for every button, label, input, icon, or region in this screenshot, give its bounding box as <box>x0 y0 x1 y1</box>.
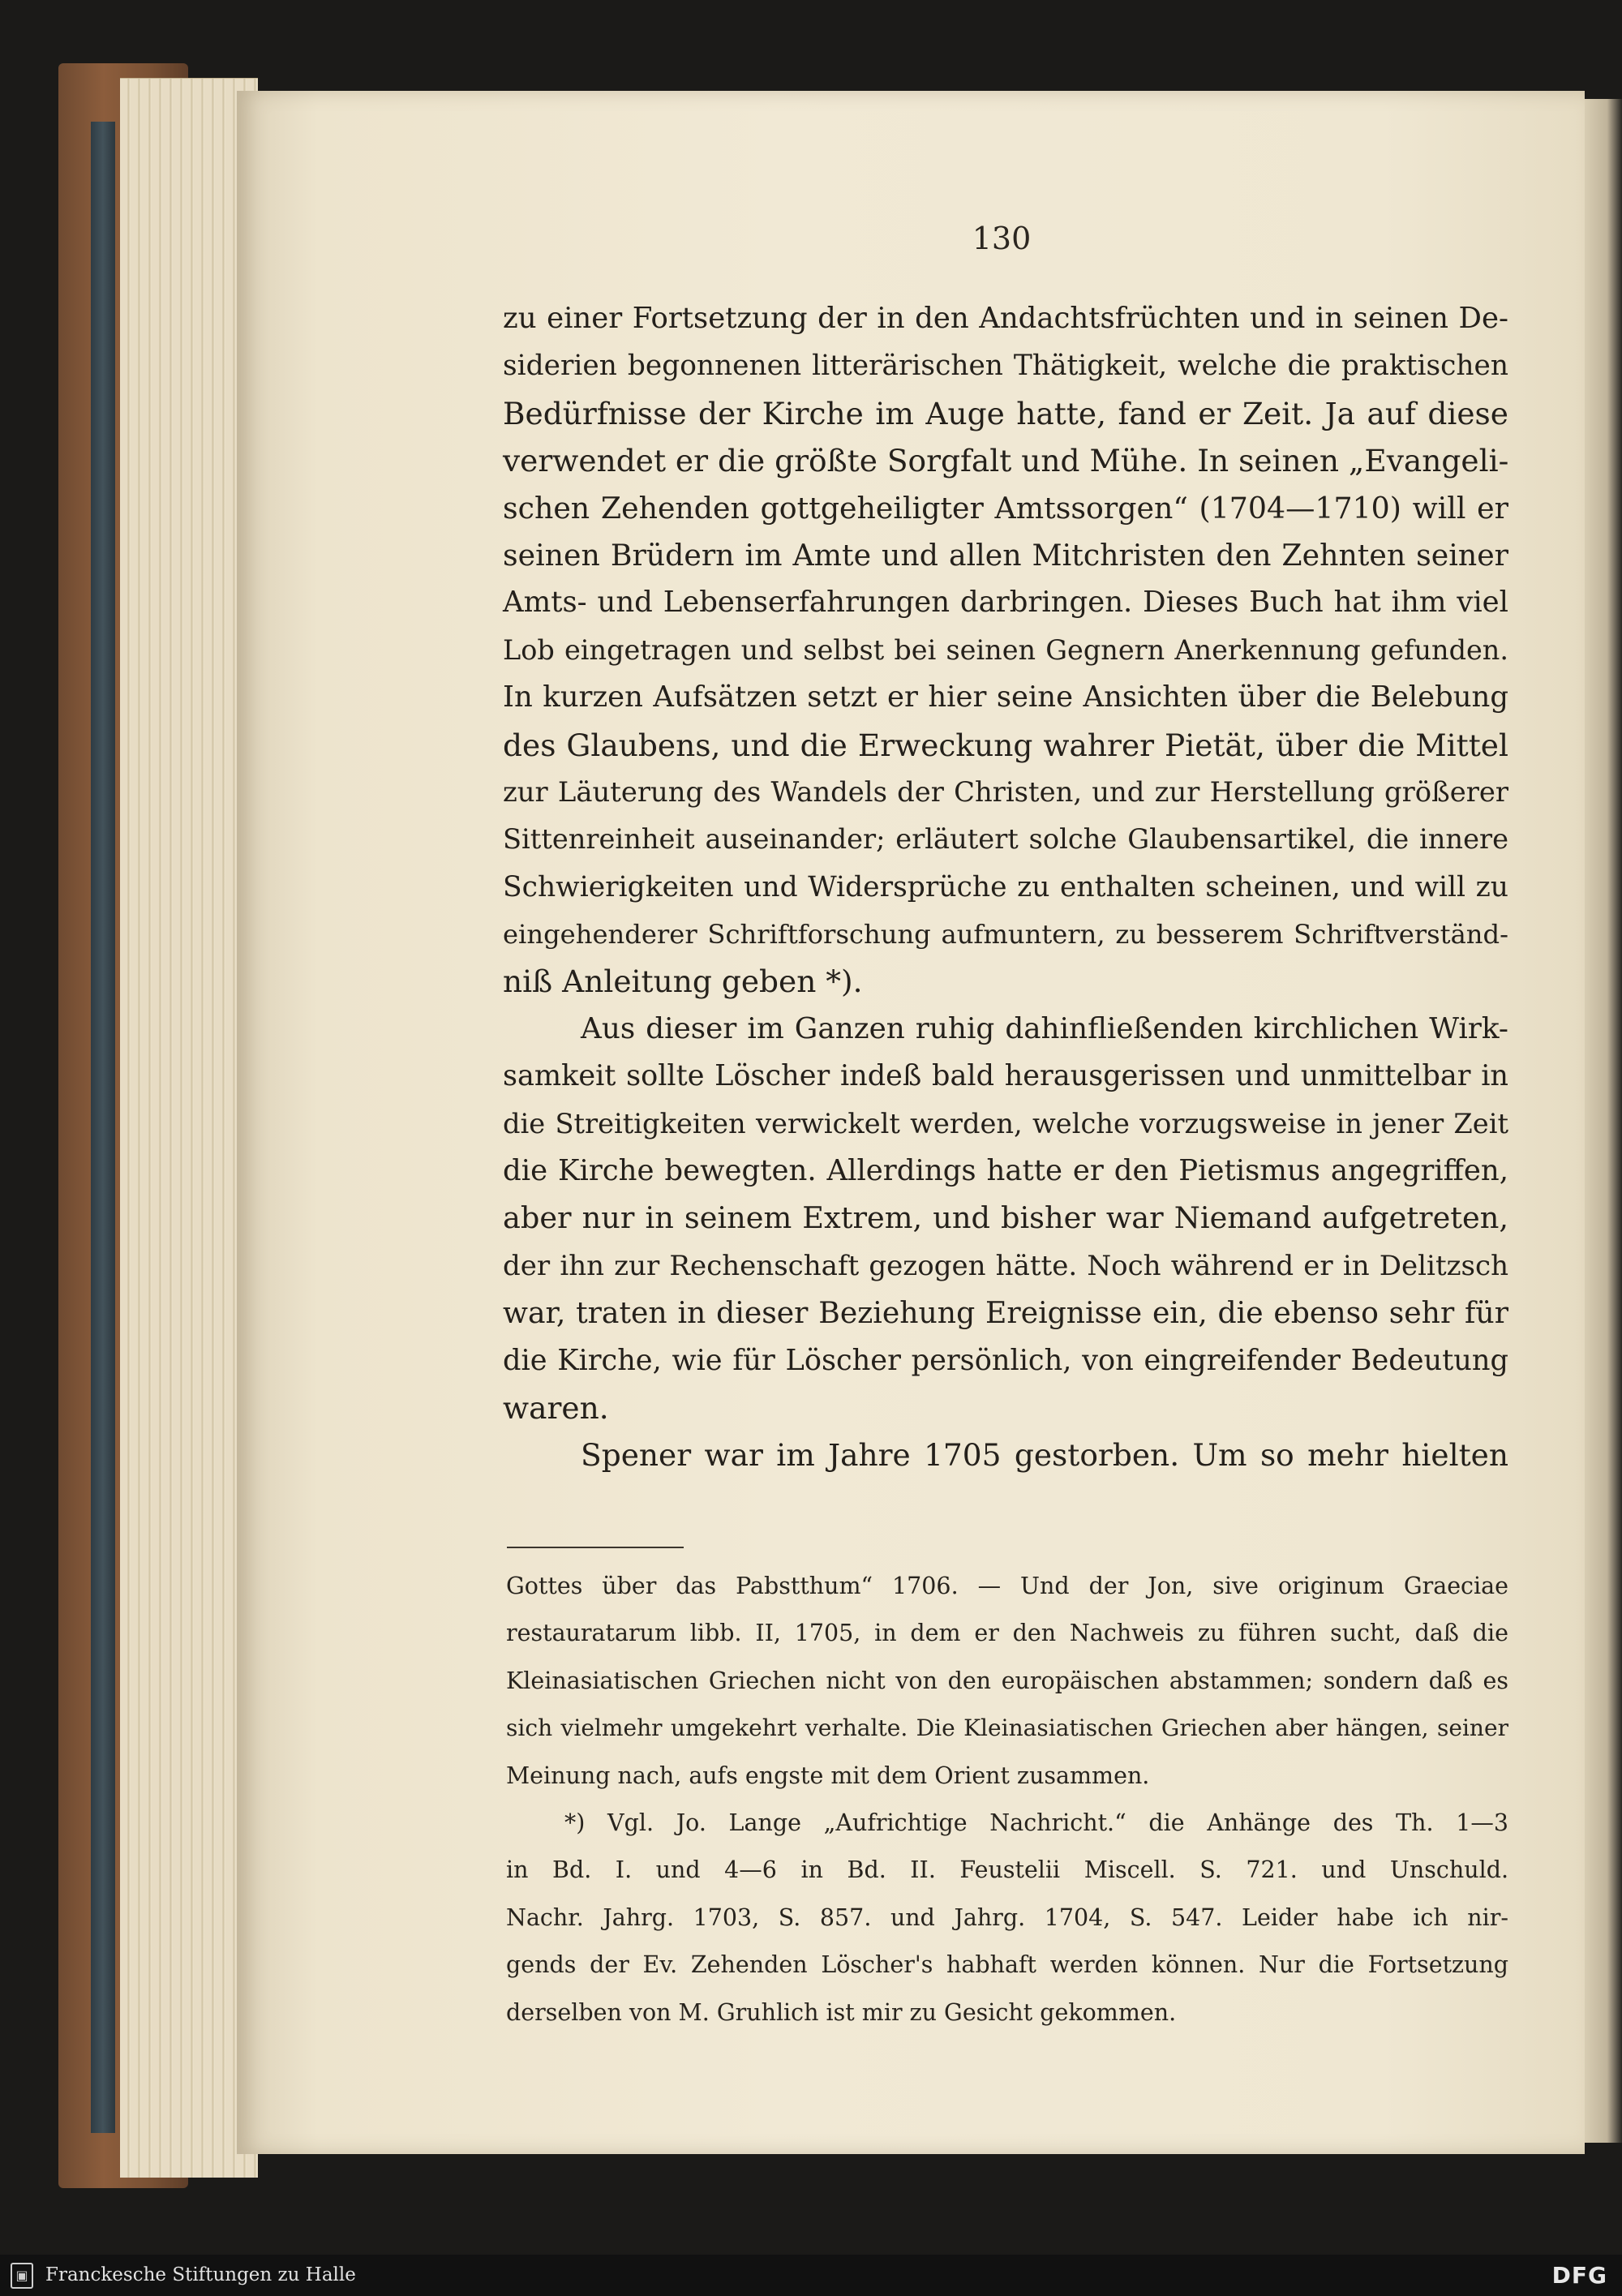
body-line: Sittenreinheit auseinander; erläutert solche Glaubensartikel, die innere <box>503 823 1508 856</box>
body-line: zur Läuterung des Wandels der Christen, und zur Herstellung größerer <box>503 775 1508 808</box>
footnote-line: gends der Ev. Zehenden Löscher's habhaft werden können. Nur die Fortsetzung <box>506 1951 1508 1979</box>
body-line: In kurzen Aufsätzen setzt er hier seine Ansichten über die Belebung <box>503 680 1508 715</box>
footnote-line: Nachr. Jahrg. 1703, S. 857. und Jahrg. 1704, S. 547. Leider habe ich nir- <box>506 1903 1508 1931</box>
institution-logo-icon: ▣ <box>11 2263 33 2289</box>
spine-strip <box>91 122 115 2133</box>
body-line: samkeit sollte Löscher indeß bald herausgerissen und unmittelbar in <box>503 1059 1508 1093</box>
body-line: zu einer Fortsetzung der in den Andachtsfrüchten und in seinen De- <box>503 302 1508 335</box>
body-line: Bedürfnisse der Kirche im Auge hatte, fand er Zeit. Ja auf diese <box>503 395 1508 431</box>
right-page-edge <box>1585 99 1622 2143</box>
body-line: die Streitigkeiten verwickelt werden, welche vorzugsweise in jener Zeit <box>503 1107 1508 1139</box>
body-line: die Kirche, wie für Löscher persönlich, von eingreifender Bedeutung <box>503 1343 1508 1377</box>
footnote-line: *) Vgl. Jo. Lange „Aufrichtige Nachricht.“ die Anhänge des Th. 1—3 <box>564 1809 1508 1836</box>
body-line: Spener war im Jahre 1705 gestorben. Um so mehr hielten <box>581 1437 1508 1474</box>
body-line: Aus dieser im Ganzen ruhig dahinfließenden kirchlichen Wirk- <box>581 1011 1508 1045</box>
footer-bar <box>0 2255 1622 2296</box>
body-line: seinen Brüdern im Amte und allen Mitchristen den Zehnten seiner <box>503 537 1508 573</box>
body-line: eingehenderer Schriftforschung aufmuntern, zu besserem Schriftverständ- <box>503 919 1508 951</box>
body-line: Lob eingetragen und selbst bei seinen Gegnern Anerkennung gefunden. <box>503 633 1508 666</box>
footnotes <box>506 1567 1508 2041</box>
body-text <box>503 295 1508 1479</box>
footnote-line: sich vielmehr umgekehrt verhalte. Die Kleinasiatischen Griechen aber hängen, seiner <box>506 1714 1508 1742</box>
footnote-divider <box>507 1547 684 1548</box>
body-line: des Glaubens, und die Erweckung wahrer Pietät, über die Mittel <box>503 727 1508 763</box>
dfg-logo: DFG <box>1551 2262 1607 2289</box>
footnote-line: Kleinasiatischen Griechen nicht von den europäischen abstammen; sondern daß es <box>506 1667 1508 1694</box>
body-line: verwendet er die größte Sorgfalt und Mühe. In seinen „Evangeli- <box>503 443 1509 479</box>
body-line: die Kirche bewegten. Allerdings hatte er den Pietismus angegriffen, <box>503 1154 1508 1188</box>
footnote-line: restauratarum libb. II, 1705, in dem er den Nachweis zu führen sucht, daß die <box>506 1620 1508 1647</box>
footnote-line: derselben von M. Gruhlich ist mir zu Gesicht gekommen. <box>506 1998 1177 2026</box>
body-line: aber nur in seinem Extrem, und bisher war Niemand aufgetreten, <box>503 1200 1508 1236</box>
body-line: siderien begonnenen litterärischen Thätigkeit, welche die praktischen <box>503 350 1508 383</box>
footnote-line: Gottes über das Pabstthum“ 1706. — Und der Jon, sive originum Graeciae <box>506 1573 1508 1599</box>
footnote-line: Meinung nach, aufs engste mit dem Orient zusammen. <box>506 1762 1150 1789</box>
body-line: niß Anleitung geben *). <box>503 963 863 1000</box>
body-line: Schwierigkeiten und Widersprüche zu enthalten scheinen, und will zu <box>503 870 1508 903</box>
institution-name: Franckesche Stiftungen zu Halle <box>45 2264 356 2285</box>
body-line: war, traten in dieser Beziehung Ereignisse ein, die ebenso sehr für <box>503 1295 1508 1331</box>
body-line: der ihn zur Rechenschaft gezogen hätte. Noch während er in Delitzsch <box>503 1249 1508 1282</box>
page-number: 130 <box>972 221 1032 256</box>
body-line: Amts- und Lebenserfahrungen darbringen. Dieses Buch hat ihm viel <box>503 586 1508 620</box>
body-line: schen Zehenden gottgeheiligter Amtssorgen“ (1704—1710) will er <box>503 490 1508 526</box>
footnote-line: in Bd. I. und 4—6 in Bd. II. Feustelii Miscell. S. 721. und Unschuld. <box>506 1856 1508 1884</box>
body-line: waren. <box>503 1389 609 1426</box>
